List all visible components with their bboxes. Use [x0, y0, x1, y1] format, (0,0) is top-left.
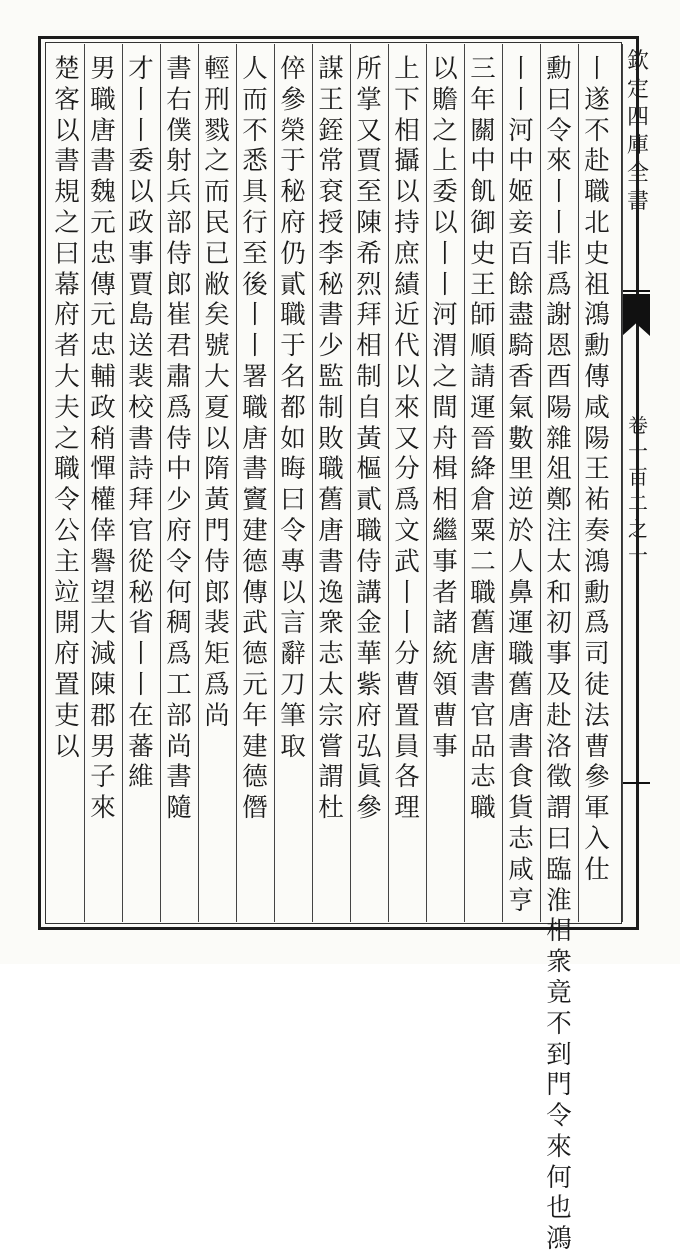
column-rule [122, 44, 123, 922]
text-column-15: 楚 客 以 書 規 之 曰 幕 府 者 大 夫 之 職 令 公 主 竝 開 府 置 吏 以 [54, 54, 80, 762]
text-column-5: 以 贍 之 上 委 以 丨 丨 河 渭 之 間 舟 楫 相 繼 事 者 諸 統 領 曹 事 [432, 54, 458, 762]
column-rule [84, 44, 85, 922]
column-rule [502, 44, 503, 922]
fish-tail-rule [622, 290, 650, 292]
text-column-7: 所 掌 又 賈 至 陳 希 烈 拜 相 制 自 黃 樞 貳 職 侍 講 金 華 紫 府 弘 眞 參 [356, 54, 382, 824]
column-rule [622, 44, 623, 922]
column-rule [578, 44, 579, 922]
text-column-9: 倅 參 榮 于 秘 府 仍 貳 職 于 名 都 如 晦 曰 令 專 以 言 辭 刀 筆 取 [280, 54, 306, 762]
text-column-2: 勳 曰 令 來 丨 丨 非 爲 謝 恩 酉 陽 雜 俎 鄭 注 太 和 初 事 及 赴 洛 徵 謂 曰 臨 淮 相 衆 竟 不 到 門 令 來 何 也 鴻 [546, 54, 572, 1255]
text-column-14: 男 職 唐 書 魏 元 忠 傳 元 忠 輔 政 稍 憚 權 倖 譽 望 大 減 陳 郡 男 子 來 [90, 54, 116, 824]
margin-book-title: 欽定四庫全書 [626, 49, 649, 214]
column-rule [274, 44, 275, 922]
text-column-3: 丨 丨 河 中 姬 妾 百 餘 盡 騎 香 氣 數 里 逆 於 人 鼻 運 職 舊 唐 書 食 貨 志 咸 亨 [508, 54, 534, 916]
column-rule [388, 44, 389, 922]
column-rule [198, 44, 199, 922]
text-column-11: 輕 刑 戮 之 而 民 已 敝 矣 號 大 夏 以 隋 黃 門 侍 郎 裴 矩 爲 尚 [204, 54, 230, 731]
column-rule [464, 44, 465, 922]
text-column-12: 書 右 僕 射 兵 部 侍 郎 崔 君 肅 爲 侍 中 少 府 令 何 稠 爲 工 部 尚 書 隨 [166, 54, 192, 824]
text-column-8: 謀 王 銍 常 袞 授 李 秘 書 少 監 制 敗 職 舊 唐 書 逸 衆 志 太 宗 嘗 謂 杜 [318, 54, 344, 824]
lower-rule [622, 782, 650, 784]
text-column-1: 丨 遂 不 赴 職 北 史 祖 鴻 勳 傳 咸 陽 王 𧙗 奏 鴻 勳 爲 司 徒 法 曹 參 軍 入 仕 [584, 54, 610, 885]
column-rule [312, 44, 313, 922]
column-rule [236, 44, 237, 922]
margin-juan: 卷一百二之一 [628, 413, 648, 567]
column-rule [350, 44, 351, 922]
text-column-13: 才 丨 丨 委 以 政 事 賈 島 送 裴 校 書 詩 拜 官 從 秘 省 丨 丨 在 蕃 維 [128, 54, 154, 793]
column-rule [160, 44, 161, 922]
column-rule [540, 44, 541, 922]
text-column-6: 上 下 相 攝 以 持 庶 績 近 代 以 來 又 分 爲 文 武 丨 丨 分 曹 置 員 各 理 [394, 54, 420, 824]
text-column-10: 人 而 不 悉 具 行 至 後 丨 丨 署 職 唐 書 竇 建 德 傳 武 德 元 年 建 德 僭 [242, 54, 268, 824]
column-rule [426, 44, 427, 922]
text-column-4: 三 年 關 中 飢 御 史 王 師 順 請 運 晉 絳 倉 粟 二 職 舊 唐 書 官 品 志 職 [470, 54, 496, 824]
